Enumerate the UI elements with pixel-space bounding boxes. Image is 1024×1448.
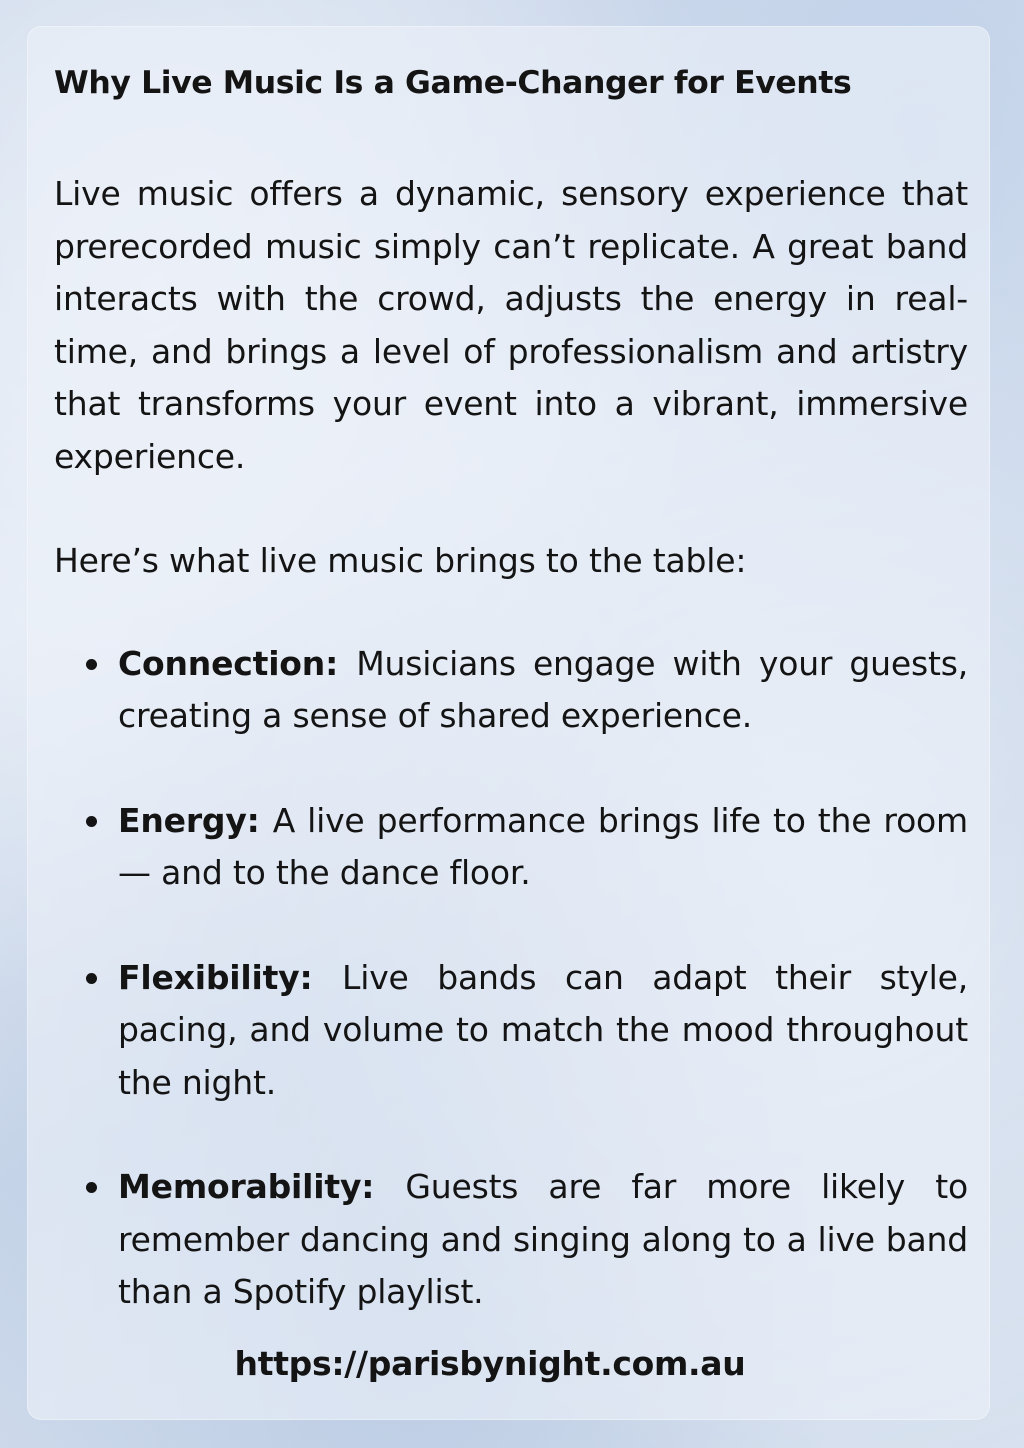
item-term: Flexibility:: [118, 957, 343, 997]
bullet-icon: [86, 973, 97, 984]
item-text: A live performance brings life to the room — and to the dance floor.: [118, 800, 968, 892]
list-item: [54, 638, 968, 743]
list-intro: Here’s what live music brings to the table:: [54, 541, 747, 580]
list-item: [54, 795, 968, 900]
bullet-icon: [86, 1182, 97, 1193]
item-text: Live bands can adapt their style, pacing, and volume to match the mood throughout the night.: [118, 957, 968, 1102]
item-term: Energy:: [118, 800, 273, 840]
list-item: [54, 1161, 968, 1319]
bullet-icon: [86, 659, 97, 670]
list-item: [54, 952, 968, 1110]
article: [54, 62, 968, 1319]
website-link[interactable]: https://parisbynight.com.au: [234, 1344, 746, 1383]
item-text: Guests are far more likely to remember dancing and singing along to a live band than a Spotify playlist.: [118, 1167, 968, 1311]
bullet-icon: [86, 816, 97, 827]
page-title: Why Live Music Is a Game-Changer for Events: [54, 65, 852, 101]
item-term: Connection:: [118, 643, 357, 683]
item-text: Musicians engage with your guests, creating a sense of shared experience.: [118, 643, 968, 735]
benefits-list: [54, 638, 968, 1319]
intro-paragraph: Live music offers a dynamic, sensory experience that prerecorded music simply can’t replicate. A great band interacts with the crowd, adjusts the energy in real-time, and brings a level of professionalism and artistry that transforms your event into a vibrant, immersive experience.: [54, 174, 968, 476]
item-term: Memorability:: [118, 1167, 406, 1206]
